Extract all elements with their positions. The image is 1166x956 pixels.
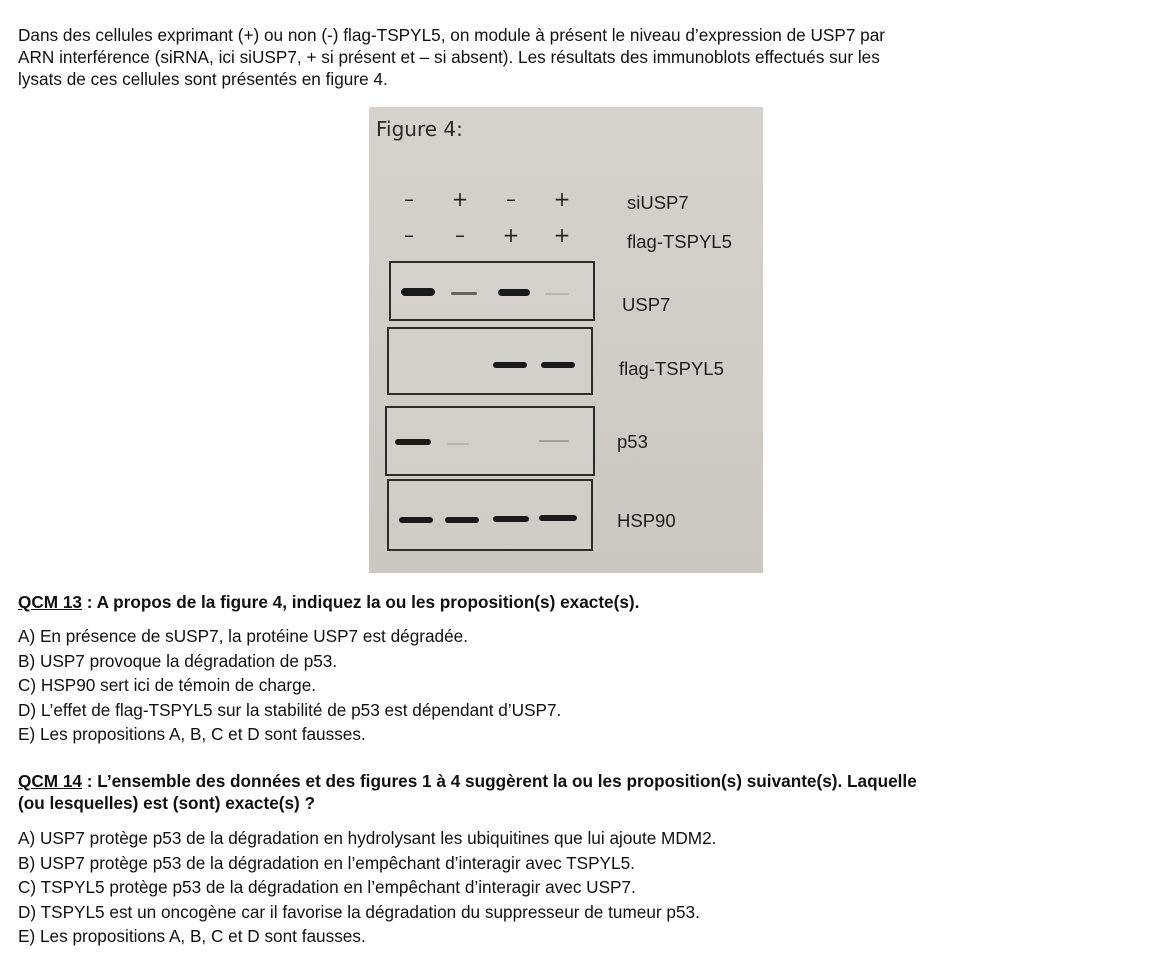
- band-hsp90-lane3: [493, 516, 529, 522]
- label-flag-tspyl5: flag-TSPYL5: [627, 231, 732, 252]
- qcm14-option-b: B) USP7 protège p53 de la dégradation en l’empêchant d’interagir avec TSPYL5.: [18, 852, 635, 873]
- label-blot-hsp90: HSP90: [617, 510, 676, 531]
- band-usp7-lane2: [451, 292, 477, 295]
- label-blot-flag-tspyl5: flag-TSPYL5: [619, 358, 724, 379]
- figure-title: Figure 4:: [376, 117, 463, 141]
- label-siusp7: siUSP7: [627, 192, 689, 213]
- band-usp7-lane4: [545, 293, 569, 295]
- figure-4-western-blot: [369, 107, 763, 573]
- sign-siusp7-lane1: –: [404, 187, 414, 211]
- blot-usp7: [389, 261, 595, 321]
- qcm14-option-a: A) USP7 protège p53 de la dégradation en hydrolysant les ubiquitines que lui ajoute MDM2.: [18, 828, 717, 848]
- sign-siusp7-lane2: +: [451, 187, 469, 211]
- qcm13-text: : A propos de la figure 4, indiquez la ou les proposition(s) exacte(s).: [82, 592, 640, 612]
- band-usp7-lane3: [498, 289, 530, 296]
- band-hsp90-lane1: [399, 517, 433, 523]
- qcm13-options: [18, 624, 561, 747]
- sign-siusp7-lane3: –: [506, 187, 516, 211]
- qcm14-options: [18, 826, 716, 949]
- qcm13-option-e: E) Les propositions A, B, C et D sont fausses.: [18, 724, 366, 744]
- qcm14-text-line2: (ou lesquelles) est (sont) exacte(s) ?: [18, 793, 316, 813]
- qcm14-text-line1: : L’ensemble des données et des figures 1 à 4 suggèrent la ou les proposition(s) suivante(s). Laquelle: [82, 771, 917, 791]
- label-blot-usp7: USP7: [622, 294, 671, 315]
- band-p53-lane2: [447, 443, 469, 445]
- sign-flag-lane2: –: [455, 223, 465, 247]
- qcm14-number: QCM 14: [18, 771, 82, 791]
- sign-siusp7-lane4: +: [553, 187, 571, 211]
- label-blot-p53: p53: [617, 431, 648, 452]
- band-usp7-lane1: [401, 288, 435, 296]
- blot-p53: [385, 406, 595, 476]
- qcm14-option-c: C) TSPYL5 protège p53 de la dégradation en l’empêchant d’interagir avec USP7.: [18, 877, 636, 897]
- intro-line: ARN interférence (siRNA, ici siUSP7, + si présent et – si absent). Les résultats des immunoblots effectués sur les: [18, 47, 880, 67]
- qcm14-question: [18, 770, 1138, 814]
- qcm13-option-d: D) L’effet de flag-TSPYL5 sur la stabilité de p53 est dépendant d’USP7.: [18, 699, 562, 720]
- qcm13-option-b: B) USP7 provoque la dégradation de p53.: [18, 650, 338, 671]
- band-p53-lane1: [395, 439, 431, 445]
- qcm13-option-c: C) HSP90 sert ici de témoin de charge.: [18, 675, 317, 695]
- qcm13-number: QCM 13: [18, 592, 82, 612]
- band-flag-lane4: [541, 362, 575, 368]
- band-p53-lane4: [539, 440, 569, 442]
- blot-flag-tspyl5: [387, 327, 593, 395]
- qcm13-question: [18, 591, 1138, 613]
- intro-line: lysats de ces cellules sont présentés en figure 4.: [18, 69, 388, 89]
- blot-hsp90: [387, 479, 593, 551]
- sign-flag-lane4: +: [553, 223, 571, 247]
- band-flag-lane3: [493, 362, 527, 368]
- qcm13-option-a: A) En présence de sUSP7, la protéine USP7 est dégradée.: [18, 626, 469, 646]
- sign-flag-lane3: +: [502, 223, 520, 247]
- band-hsp90-lane2: [445, 517, 479, 523]
- intro-paragraph: [18, 24, 1118, 90]
- band-hsp90-lane4: [539, 515, 577, 521]
- intro-line: Dans des cellules exprimant (+) ou non (-) flag-TSPYL5, on module à présent le niveau d’expression de USP7 par: [18, 25, 885, 45]
- qcm14-option-e: E) Les propositions A, B, C et D sont fausses.: [18, 926, 366, 946]
- sign-flag-lane1: –: [404, 223, 414, 247]
- qcm14-option-d: D) TSPYL5 est un oncogène car il favorise la dégradation du suppresseur de tumeur p53.: [18, 901, 700, 922]
